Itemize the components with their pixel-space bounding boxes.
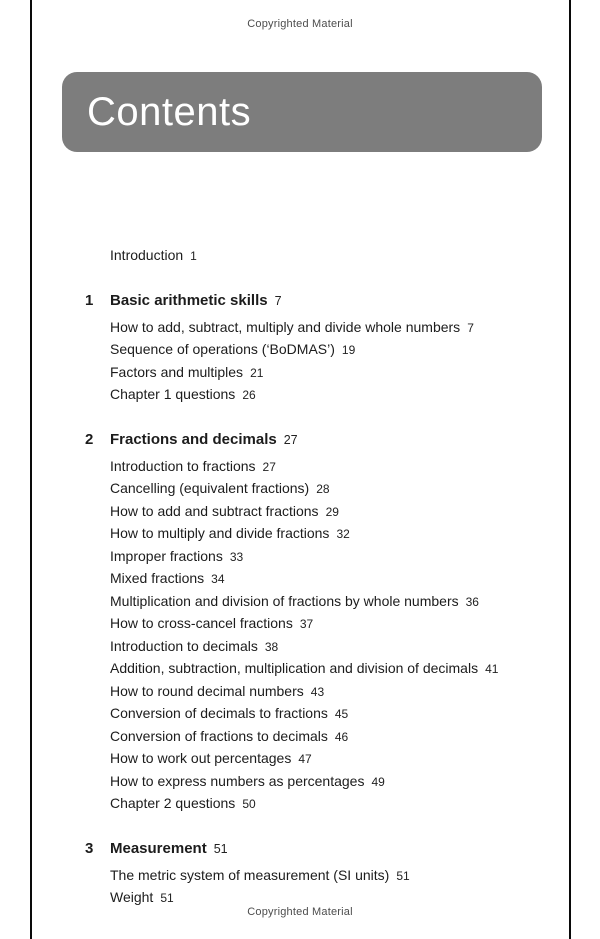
toc-entry — [85, 748, 545, 771]
toc-entry-label: Chapter 1 questions — [110, 386, 236, 402]
toc-entry-page: 45 — [334, 707, 349, 721]
toc-entry-page: 50 — [242, 797, 256, 811]
page-edge-right — [569, 0, 571, 939]
toc-entry-page: 34 — [211, 572, 225, 586]
toc-entry-page: 51 — [160, 891, 174, 905]
toc-chapter-number: 3 — [85, 839, 94, 857]
toc-entry-page: 46 — [334, 729, 349, 744]
toc-entry — [85, 568, 545, 591]
toc-entry — [85, 546, 545, 569]
toc-entry-page: 19 — [341, 343, 356, 357]
toc-entry-page: 32 — [336, 527, 350, 541]
toc-entry-page: 28 — [316, 482, 330, 496]
toc-entry — [85, 658, 545, 681]
page-edge-left — [30, 0, 32, 939]
toc-entry — [85, 523, 545, 546]
toc-entry — [85, 456, 545, 479]
toc-entry — [85, 865, 545, 888]
toc-entry — [85, 591, 545, 614]
toc-entry — [85, 681, 545, 704]
toc-chapter-number: 2 — [85, 430, 94, 448]
toc-chapter-page: 7 — [274, 293, 282, 308]
toc-entry — [85, 317, 545, 340]
toc-entry-page: 26 — [242, 388, 256, 402]
toc-entry-label: Multiplication and division of fractions by whole numbers — [110, 592, 459, 609]
toc-entry — [85, 636, 545, 659]
toc-entry-label: How to add and subtract fractions — [110, 502, 319, 519]
toc-chapter-page: 51 — [213, 841, 228, 856]
toc-entry-page: 33 — [229, 549, 244, 564]
toc-chapter-title: Measurement — [110, 839, 207, 857]
toc-entry — [85, 384, 545, 407]
toc-entry-label: How to express numbers as percentages — [110, 772, 365, 789]
toc-entry-label: Introduction — [110, 247, 184, 263]
toc-entry-label: Conversion of decimals to fractions — [110, 705, 328, 721]
toc-chapter-number: 1 — [85, 291, 94, 309]
toc-chapter-title: Basic arithmetic skills — [110, 291, 268, 309]
toc-chapter-page: 27 — [283, 432, 298, 447]
toc-entry-label: Chapter 2 questions — [110, 795, 236, 811]
toc-entry-page: 49 — [371, 774, 385, 789]
page-title: Contents — [87, 89, 252, 134]
toc-intro-row — [85, 245, 545, 268]
toc-entry-label: Cancelling (equivalent fractions) — [110, 480, 310, 496]
toc-entry — [85, 613, 545, 636]
copyright-notice-top: Copyrighted Material — [247, 18, 353, 30]
toc-entry-page: 51 — [396, 868, 410, 883]
toc-chapter-heading — [85, 838, 545, 860]
toc-entry-label: Sequence of operations (‘BoDMAS’) — [110, 341, 335, 357]
toc-entry-page: 1 — [190, 249, 197, 263]
toc-entry-label: Mixed fractions — [110, 570, 205, 586]
toc-entry-label: Factors and multiples — [110, 363, 244, 380]
toc-chapter — [85, 429, 545, 816]
toc-entry-page: 21 — [250, 365, 264, 380]
toc-entry — [85, 703, 545, 726]
toc-entry-label: How to add, subtract, multiply and divide whole numbers — [110, 318, 461, 335]
toc-entry-label: How to round decimal numbers — [110, 682, 304, 699]
toc-entry-page: 43 — [310, 684, 325, 699]
toc-entry-page: 38 — [264, 639, 279, 654]
toc-entry-page: 41 — [485, 662, 499, 676]
toc-entry — [85, 793, 545, 816]
toc-entry-label: Addition, subtraction, multiplication and division of decimals — [110, 660, 479, 676]
toc-entry — [85, 771, 545, 794]
toc-entry-label: Introduction to fractions — [110, 457, 256, 474]
toc-entry — [85, 726, 545, 749]
toc-entry-label: Improper fractions — [110, 547, 223, 564]
toc-entry-label: Conversion of fractions to decimals — [110, 727, 328, 744]
toc-chapter-heading — [85, 290, 545, 312]
toc-chapter — [85, 290, 545, 407]
toc-entry-page: 29 — [325, 504, 339, 519]
toc-entry — [85, 362, 545, 385]
contents-banner — [62, 72, 542, 152]
toc-entry-label: Weight — [110, 889, 154, 905]
toc-entry-page: 37 — [299, 617, 314, 631]
toc-chapter-title: Fractions and decimals — [110, 430, 277, 448]
toc-entry — [85, 478, 545, 501]
table-of-contents — [85, 245, 545, 910]
toc-entry-page: 47 — [298, 752, 312, 766]
toc-entry-label: How to work out percentages — [110, 750, 292, 766]
toc-entry-label: The metric system of measurement (SI units) — [110, 866, 390, 883]
toc-entry — [85, 339, 545, 362]
toc-chapter-heading — [85, 429, 545, 451]
toc-chapter — [85, 838, 545, 910]
toc-entry-page: 7 — [467, 320, 474, 335]
toc-entry — [85, 501, 545, 524]
toc-entry-label: How to cross-cancel fractions — [110, 615, 293, 631]
toc-entry-page: 36 — [465, 594, 479, 609]
toc-entry-page: 27 — [262, 459, 276, 474]
toc-entry-label: Introduction to decimals — [110, 637, 258, 654]
copyright-notice-bottom: Copyrighted Material — [247, 906, 353, 918]
toc-entry-label: How to multiply and divide fractions — [110, 525, 330, 541]
